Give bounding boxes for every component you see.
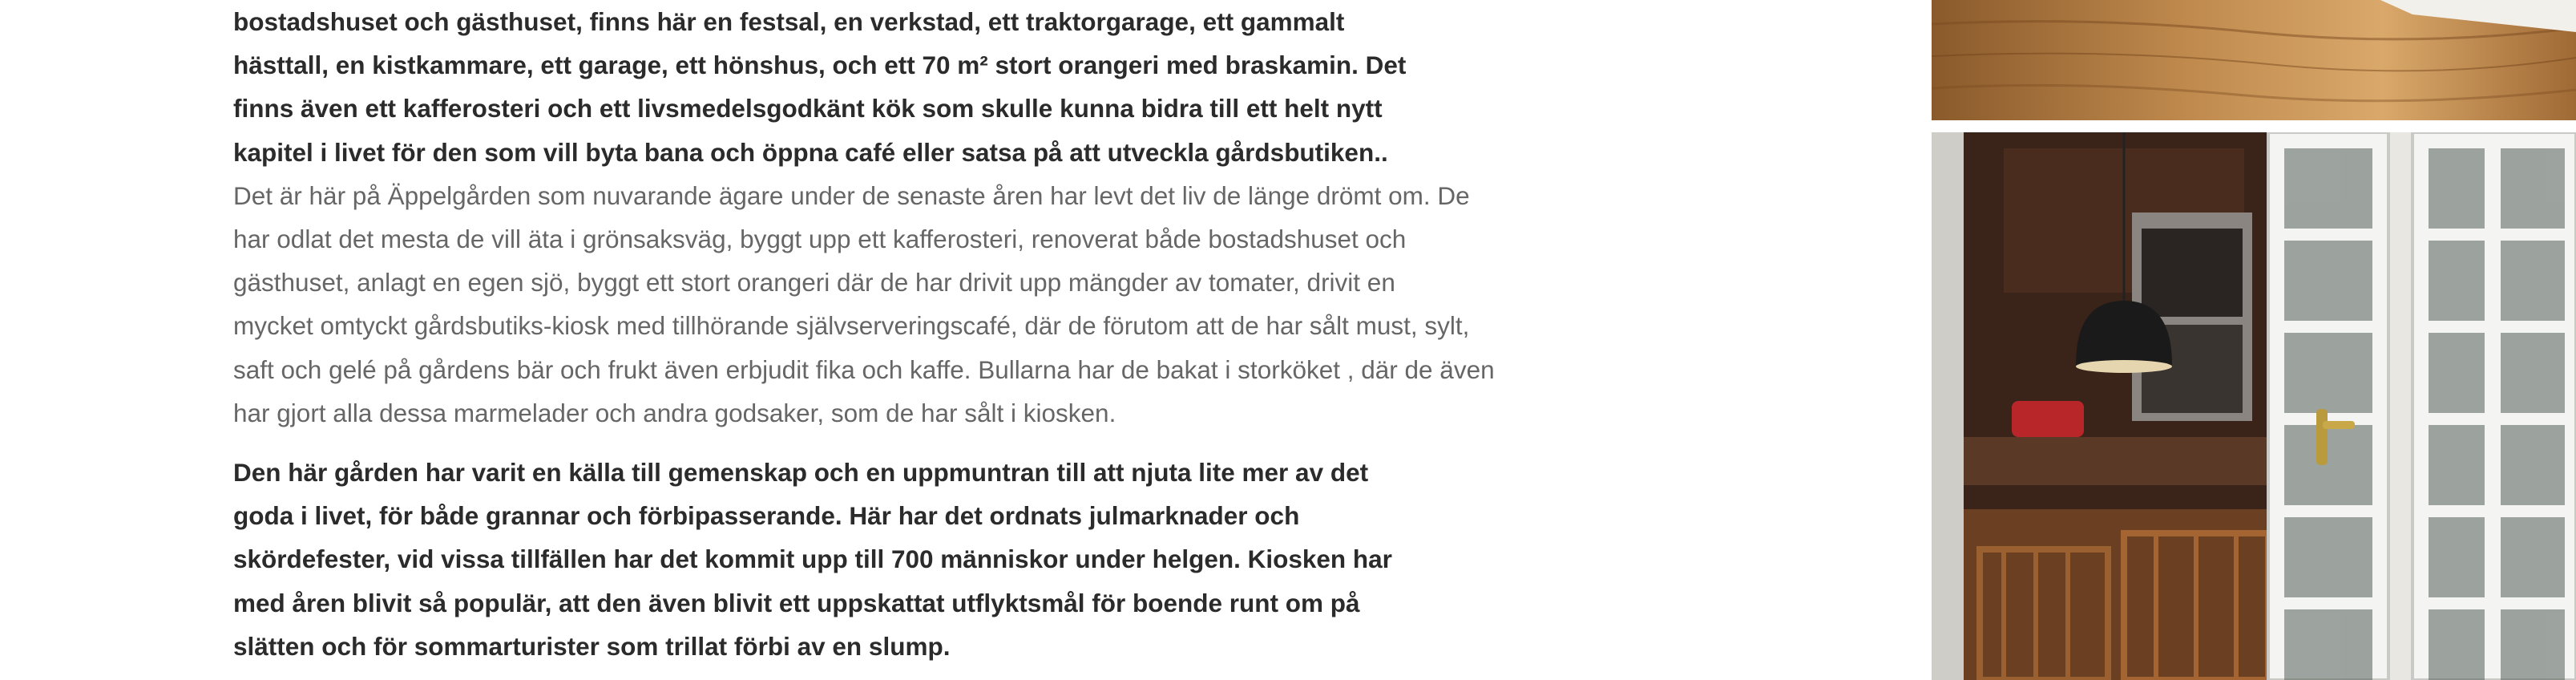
paragraph-buildings: [233, 0, 1532, 174]
text-line: har gjort alla dessa marmelader och andra godsaker, som de har sålt i kiosken.: [233, 398, 1116, 427]
text-line: saft och gelé på gårdens bär och frukt även erbjudit fika och kaffe. Bullarna har de bakat i storköket , där de även: [233, 354, 1495, 384]
paragraph-spacer: [233, 435, 1532, 451]
text-line: med åren blivit så populär, att den även blivit ett uppskattat utflyktsmål för boende runt om på: [233, 588, 1360, 617]
wooden-table-photo: [1932, 0, 2576, 128]
text-line: mycket omtyckt gårdsbutiks-kiosk med tillhörande självserveringscafé, där de förutom att de har sålt must, sylt,: [233, 311, 1470, 341]
paragraph-community: [233, 451, 1532, 668]
kitchen-through-glass-doors-photo: [1932, 132, 2576, 680]
text-line: Den här gården har varit en källa till gemenskap och en uppmuntran till att njuta lite mer av det: [233, 458, 1369, 488]
text-line: bostadshuset och gästhuset, finns här en festsal, en verkstad, ett traktorgarage, ett gammalt: [233, 7, 1345, 36]
text-line: Det är här på Äppelgården som nuvarande ägare under de senaste åren har levt det liv de länge drömt om. De: [233, 180, 1470, 210]
wooden-table-illustration: [1932, 0, 2576, 128]
text-line: gästhuset, anlagt en egen sjö, byggt ett stort orangeri där de har drivit upp mängder av tomater, drivit en: [233, 268, 1395, 298]
text-line: har odlat det mesta de vill äta i grönsaksväg, byggt upp ett kafferosteri, renoverat både bostadshuset och: [233, 225, 1407, 254]
paragraph-owners-life: [233, 174, 1532, 435]
text-line: hästtall, en kistkammare, ett garage, ett hönshus, och ett 70 m² stort orangeri med braskamin. Det: [233, 51, 1407, 80]
text-line: skördefester, vid vissa tillfällen har det kommit upp till 700 människor under helgen. Kiosken har: [233, 544, 1392, 574]
kitchen-illustration: [1932, 132, 2576, 680]
text-line: goda i livet, för både grannar och förbipasserande. Här har det ordnats julmarknader och: [233, 501, 1300, 531]
text-line: kapitel i livet för den som vill byta bana och öppna café eller satsa på att utveckla gårdsbutiken..: [233, 137, 1388, 167]
article-text: [233, 0, 1532, 668]
text-line: slätten och för sommarturister som trillat förbi av en slump.: [233, 631, 951, 661]
text-line: finns även ett kafferosteri och ett livsmedelsgodkänt kök som skulle kunna bidra till ett helt nytt: [233, 94, 1383, 123]
